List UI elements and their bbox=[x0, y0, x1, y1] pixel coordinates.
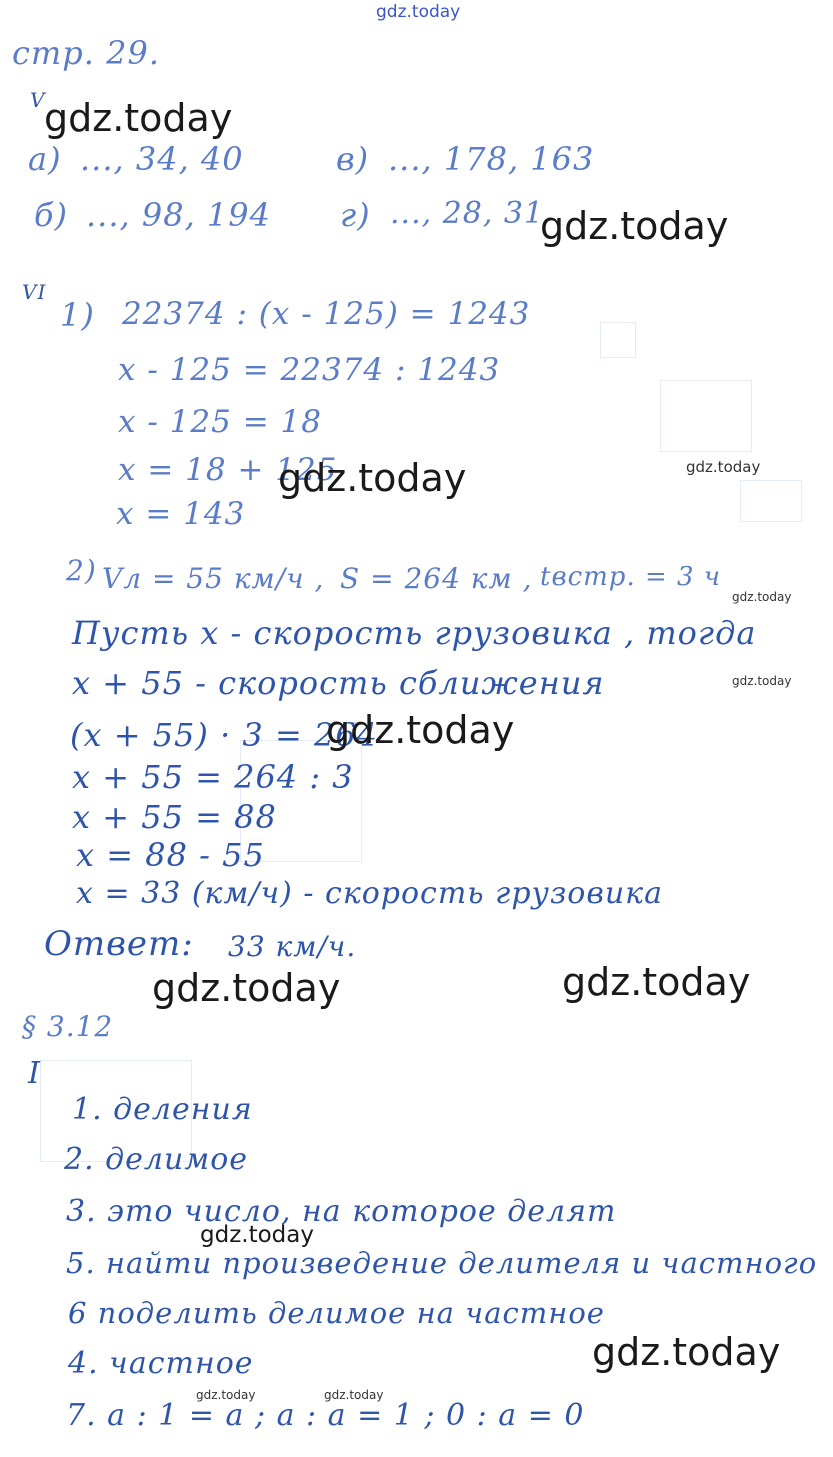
watermark: gdz.today bbox=[562, 960, 751, 1004]
section-v-item-label: в) bbox=[336, 140, 370, 178]
watermark-small: gdz.today bbox=[686, 458, 761, 476]
task1-line: 22374 : (x - 125) = 1243 bbox=[122, 296, 531, 332]
section-v-item-label: г) bbox=[340, 196, 371, 234]
section-312-title: § 3.12 bbox=[22, 1010, 114, 1043]
watermark-medium: gdz.today bbox=[200, 1222, 314, 1248]
section-vi-mark: VI bbox=[22, 280, 47, 304]
section-312-item: 2. делимое bbox=[64, 1142, 249, 1177]
watermark-top: gdz.today bbox=[376, 2, 461, 22]
task2-line: (x + 55) · 3 = 264 bbox=[70, 716, 378, 754]
task2-line: x + 55 - скорость сближения bbox=[72, 664, 605, 702]
task1-label: 1) bbox=[60, 296, 95, 334]
watermark: gdz.today bbox=[44, 96, 233, 140]
section-312-item: 7. a : 1 = a ; a : a = 1 ; 0 : a = 0 bbox=[66, 1398, 585, 1433]
task2-line: x = 88 - 55 bbox=[76, 836, 265, 874]
task1-line: x = 143 bbox=[116, 496, 246, 532]
task1-line: x - 125 = 22374 : 1243 bbox=[118, 352, 501, 388]
task2-label: 2) bbox=[66, 554, 97, 587]
task2-given-s: S = 264 км , bbox=[340, 562, 533, 595]
section-v-item-label: б) bbox=[34, 196, 69, 234]
watermark: gdz.today bbox=[326, 708, 515, 752]
watermark: gdz.today bbox=[592, 1330, 781, 1374]
section-v-item-text: ..., 28, 31 bbox=[390, 196, 545, 231]
section-312-item: 4. частное bbox=[68, 1346, 254, 1381]
section-312-item: 3. это число, на которое делят bbox=[66, 1194, 617, 1229]
section-v-item-text: ..., 178, 163 bbox=[388, 140, 595, 178]
answer-value: 33 км/ч. bbox=[228, 930, 357, 963]
section-v-item-label: а) bbox=[28, 140, 62, 178]
section-312-item: 6 поделить делимое на частное bbox=[68, 1296, 605, 1330]
section-v-item-text: ..., 34, 40 bbox=[80, 140, 244, 178]
page-header: стр. 29. bbox=[12, 34, 160, 72]
section-312-item: 1. деления bbox=[72, 1092, 253, 1127]
watermark: gdz.today bbox=[278, 456, 467, 500]
watermark-small: gdz.today bbox=[196, 1388, 256, 1402]
watermark-small: gdz.today bbox=[324, 1388, 384, 1402]
section-v-item-text: ..., 98, 194 bbox=[86, 196, 271, 234]
task2-given-t: tвстр. = 3 ч bbox=[540, 562, 721, 592]
task2-line: x + 55 = 264 : 3 bbox=[72, 758, 354, 796]
task2-line: Пусть x - скорость грузовика , тогда bbox=[72, 614, 757, 652]
task1-line: x = 18 + 125 bbox=[118, 452, 338, 488]
grid-decoration bbox=[740, 480, 802, 522]
watermark: gdz.today bbox=[152, 966, 341, 1010]
watermark-small: gdz.today bbox=[732, 590, 792, 604]
section-312-item: 5. найти произведение делителя и частного bbox=[66, 1246, 818, 1280]
grid-decoration bbox=[600, 322, 636, 358]
watermark-small: gdz.today bbox=[732, 674, 792, 688]
task2-given-v: Vл = 55 км/ч , bbox=[102, 562, 325, 595]
section-v-mark: V bbox=[30, 88, 46, 112]
task1-line: x - 125 = 18 bbox=[118, 404, 322, 440]
task2-line: x + 55 = 88 bbox=[72, 798, 277, 836]
task2-line: x = 33 (км/ч) - скорость грузовика bbox=[76, 876, 663, 911]
answer-label: Ответ: bbox=[44, 924, 194, 964]
section-312-mark: I bbox=[28, 1056, 41, 1091]
grid-decoration bbox=[660, 380, 752, 452]
watermark: gdz.today bbox=[540, 204, 729, 248]
